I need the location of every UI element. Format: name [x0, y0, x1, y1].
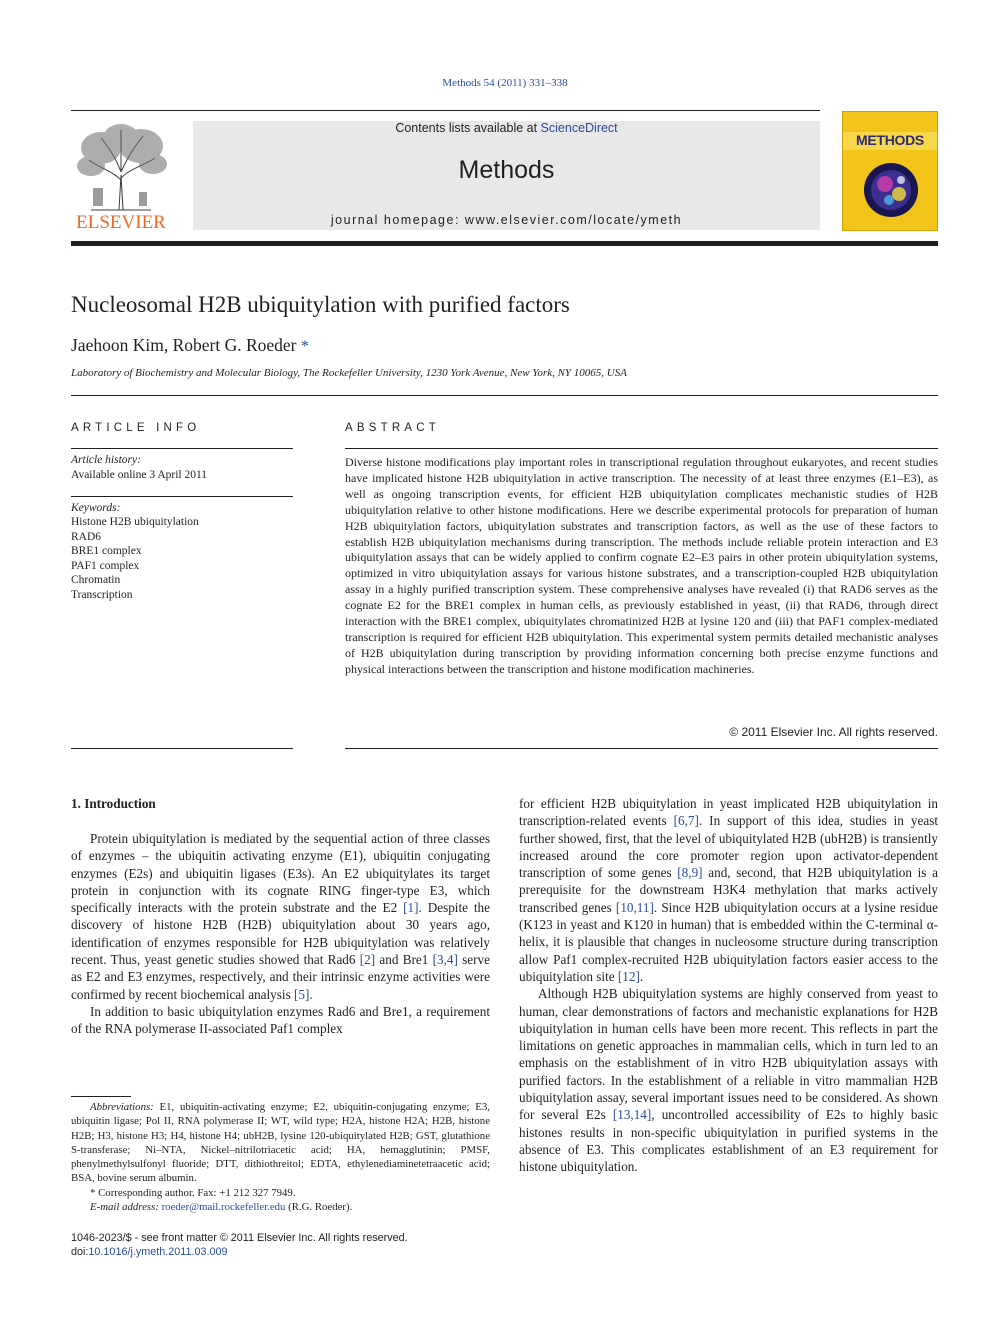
article-info-rule: [71, 448, 293, 449]
keywords-rule: [71, 496, 293, 497]
section-heading-introduction: 1. Introduction: [71, 796, 156, 811]
cover-image-icon: [861, 160, 921, 220]
paragraph: [71, 1003, 490, 1038]
paragraph: [71, 830, 490, 1003]
keyword-item: Chromatin: [71, 574, 121, 586]
doi-link[interactable]: 10.1016/j.ymeth.2011.03.009: [88, 1246, 228, 1259]
sciencedirect-link[interactable]: ScienceDirect: [540, 121, 618, 135]
keywords-label: Keywords:: [71, 502, 121, 514]
abstract-rule: [345, 448, 938, 449]
history-label: Article history:: [71, 454, 141, 466]
abstract-bottom-rule: [345, 748, 938, 749]
text-run: and Bre1: [375, 952, 433, 968]
article-info-bottom-rule: [71, 748, 293, 749]
keywords-list: [71, 515, 199, 602]
text-run: serve as E2 and E3 enzymes, respectively, and their intrinsic enzyme activities were confirmed by recent biochemical analysis: [71, 952, 490, 1002]
keyword-item: BRE1 complex: [71, 545, 142, 557]
author-affiliation: Laboratory of Biochemistry and Molecular Biology, The Rockefeller University, 1230 York Avenue, New York, NY 10065, USA: [71, 367, 627, 379]
paragraph: [519, 985, 938, 1175]
homepage-prefix: journal homepage:: [330, 213, 465, 227]
front-matter: [71, 1231, 408, 1260]
abstract-text: Diverse histone modifications play important roles in transcriptional regulation throughout eukaryotes, and recent studies have implicated histone H2B ubiquitylation in active transcription. The necessity of at least three enzymes (E1–E3), as well as ongoing transcription events, for efficient H2B ubiquitylation complicates mechanistic studies of H2B ubiquitylation relative to other histone modifications. Here we describe experimental protocols for preparation of human H2B ubiquitylation factors, ubiquitylation substrates and transcription factors, as well as the use of these factors to establish H2B ubiquitylation mechanisms during transcription. The methods include reliable protein interaction and E3 ubiquitylation assays that can be widely applied to confirm cognate E2–E3 pairs in other protein ubiquitylation systems, optimized in vitro ubiquitylation assays for various histone substrates, and a transcription-coupled H2B ubiquitylation assay in a highly purified transcription system. These comprehensive analyses have revealed (i) that RAD6 serves as the cognate E2 for the BRE1 complex in human cells, as previously established in yeast, (ii) that RAD6, through direct interaction with the BRE1 complex, ubiquitylates chromatinized H2B at lysine 120 and (iii) that PAF1 complex-mediated transcription is required for efficient H2B ubiquitylation. This experimental system permits detailed mechanistic analyses of H2B ubiquitylation during transcription by providing information concerning both precise enzyme functions and physical interactions between the transcription and histone modification machineries.: [345, 455, 938, 676]
keyword-item: Histone H2B ubiquitylation: [71, 516, 199, 528]
text-run: , uncontrolled accessibility of E2s to highly basic histones results in non-specific ubiquitylation in purified systems in the absence of E3. This complicates establishment of an E3 requirement for histone ubiquitylation.: [519, 1107, 938, 1175]
citation-ref[interactable]: [8,9]: [677, 865, 703, 881]
journal-cover[interactable]: [842, 111, 938, 231]
doi-line: [71, 1245, 408, 1259]
text-run: for efficient H2B ubiquitylation in yeast implicated H2B ubiquitylation in transcription-related events: [519, 796, 938, 829]
citation-ref[interactable]: [2]: [359, 952, 376, 968]
contents-prefix: Contents lists available at: [395, 121, 541, 135]
journal-homepage: [193, 213, 820, 227]
abbreviations-footnote: [71, 1100, 490, 1186]
email-suffix: (R.G. Roeder).: [285, 1201, 353, 1214]
corresponding-author-footnote: * Corresponding author. Fax: +1 212 327 7949.: [90, 1186, 296, 1199]
footnote-rule: [71, 1096, 131, 1097]
authors-names: Jaehoon Kim, Robert G. Roeder: [71, 335, 297, 355]
citation-ref[interactable]: [3,4]: [432, 952, 458, 968]
text-run: In addition to basic ubiquitylation enzymes Rad6 and Bre1, a requirement of the RNA polymerase II-associated Paf1 complex: [71, 1003, 490, 1037]
keyword-item: Transcription: [71, 588, 133, 601]
body-column-right: [519, 795, 938, 1176]
issn-line: 1046-2023/$ - see front matter © 2011 Elsevier Inc. All rights reserved.: [71, 1232, 408, 1244]
abstract-heading: ABSTRACT: [345, 422, 440, 434]
abstract-copyright: © 2011 Elsevier Inc. All rights reserved.: [729, 725, 938, 739]
body-column-left: [71, 830, 490, 1038]
abbreviations-text: E1, ubiquitin-activating enzyme; E2, ubiquitin-conjugating enzyme; E3, ubiquitin ligase; Pol II, RNA polymerase II; WT, wild type; H2A, histone H2A; H2B, histone H2B; H3, histone H3; H4, histone H4; ubH2B, lysine 120-ubiquitylated H2B; GST, glutathione S-transferase; Ni–NTA, Nickel–nitrilotriacetic acid; HA, hemagglutinin; PMSF, phenylmethylsulfonyl fluoride; DTT, dithiothreitol; EDTA, ethylenediaminetetraacetic acid; BSA, bovine serum albumin.: [71, 1101, 490, 1185]
author-list: [71, 335, 309, 356]
text-run: . Since H2B ubiquitylation occurs at a lysine residue (K123 in yeast and K120 in human) that is embedded within the C-terminal α-helix, it is plausible that changes in nucleosome structure during transcription allow Paf1 complex-recruited H2B ubiquitylation factors easier access to the ubiquitylation site: [519, 899, 938, 984]
article-info-heading: ARTICLE INFO: [71, 422, 201, 434]
text-run: .: [639, 968, 644, 984]
paragraph: [519, 795, 938, 985]
text-run: and, second, that H2B ubiquitylation is a prerequisite for the downstream H3K4 methylation that marks actively transcribed genes: [519, 865, 938, 915]
elsevier-logo[interactable]: [71, 120, 171, 232]
elsevier-tree-icon: [71, 120, 171, 212]
journal-name: Methods: [458, 156, 555, 184]
citation-ref[interactable]: [10,11]: [615, 899, 654, 915]
text-run: Although H2B ubiquitylation systems are highly conserved from yeast to human, clear demonstrations of factors and mechanistic explanations for H2B ubiquitylation in human cells have been more recent. This reflects in part the limitations on genetic approaches in mammalian cells, which in turn led to an emphasis on the establishment of in vitro H2B ubiquitylation assays with purified factors. In the establishment of a reliable in vitro mammalian H2B ubiquitylation assay, several important issues need to be considered. As shown for several E2s: [519, 986, 938, 1123]
email-label: E-mail address:: [90, 1201, 159, 1214]
email-link[interactable]: roeder@mail.rockefeller.edu: [161, 1201, 286, 1214]
header-top-rule: [71, 110, 820, 111]
abbreviations-label: Abbreviations:: [90, 1101, 154, 1113]
text-run: . Despite the discovery of histone H2B (H2B) ubiquitylation about 30 years ago, identification of enzymes responsible for H2B ubiquitylation was relatively recent. Thus, yeast genetic studies showed that Rad6: [71, 900, 490, 968]
elsevier-wordmark: ELSEVIER: [76, 212, 166, 233]
cover-title: METHODS: [856, 132, 924, 148]
text-run: Protein ubiquitylation is mediated by the sequential action of three classes of enzymes – the ubiquitin activating enzyme (E1), ubiquitin conjugating enzymes (E2s) and ubiquitin ligases (E3s). An E2 ubiquitylates its target protein in conjunction with its cognate RING finger-type E3, which specifically interacts with the protein substrate and the E2: [71, 831, 490, 916]
citation-ref[interactable]: [12]: [617, 968, 640, 984]
header-thick-rule: [71, 241, 938, 246]
text-run: .: [309, 986, 313, 1002]
citation-ref[interactable]: [1]: [403, 900, 419, 916]
contents-availability: [193, 121, 820, 135]
keyword-item: RAD6: [71, 530, 102, 543]
footnotes: [71, 1100, 490, 1214]
article-title: Nucleosomal H2B ubiquitylation with purified factors: [71, 292, 570, 317]
email-footnote: [71, 1200, 490, 1214]
keyword-item: PAF1 complex: [71, 559, 140, 572]
journal-citation[interactable]: Methods 54 (2011) 331–338: [442, 77, 568, 89]
history-value: Available online 3 April 2011: [71, 469, 208, 481]
citation-ref[interactable]: [5]: [294, 986, 310, 1002]
affiliation-rule: [71, 395, 938, 396]
homepage-url[interactable]: www.elsevier.com/locate/ymeth: [464, 213, 683, 227]
citation-ref[interactable]: [13,14]: [612, 1107, 652, 1123]
corresponding-author-marker[interactable]: *: [300, 338, 309, 355]
doi-prefix: doi:: [71, 1246, 89, 1259]
text-run: . In support of this idea, studies in yeast further showed, first, that the level of ubiquitylated H2B (ubH2B) is transiently increased around the core promoter region upon activator-dependent transcription of some genes: [519, 813, 938, 881]
citation-ref[interactable]: [6,7]: [673, 813, 699, 829]
